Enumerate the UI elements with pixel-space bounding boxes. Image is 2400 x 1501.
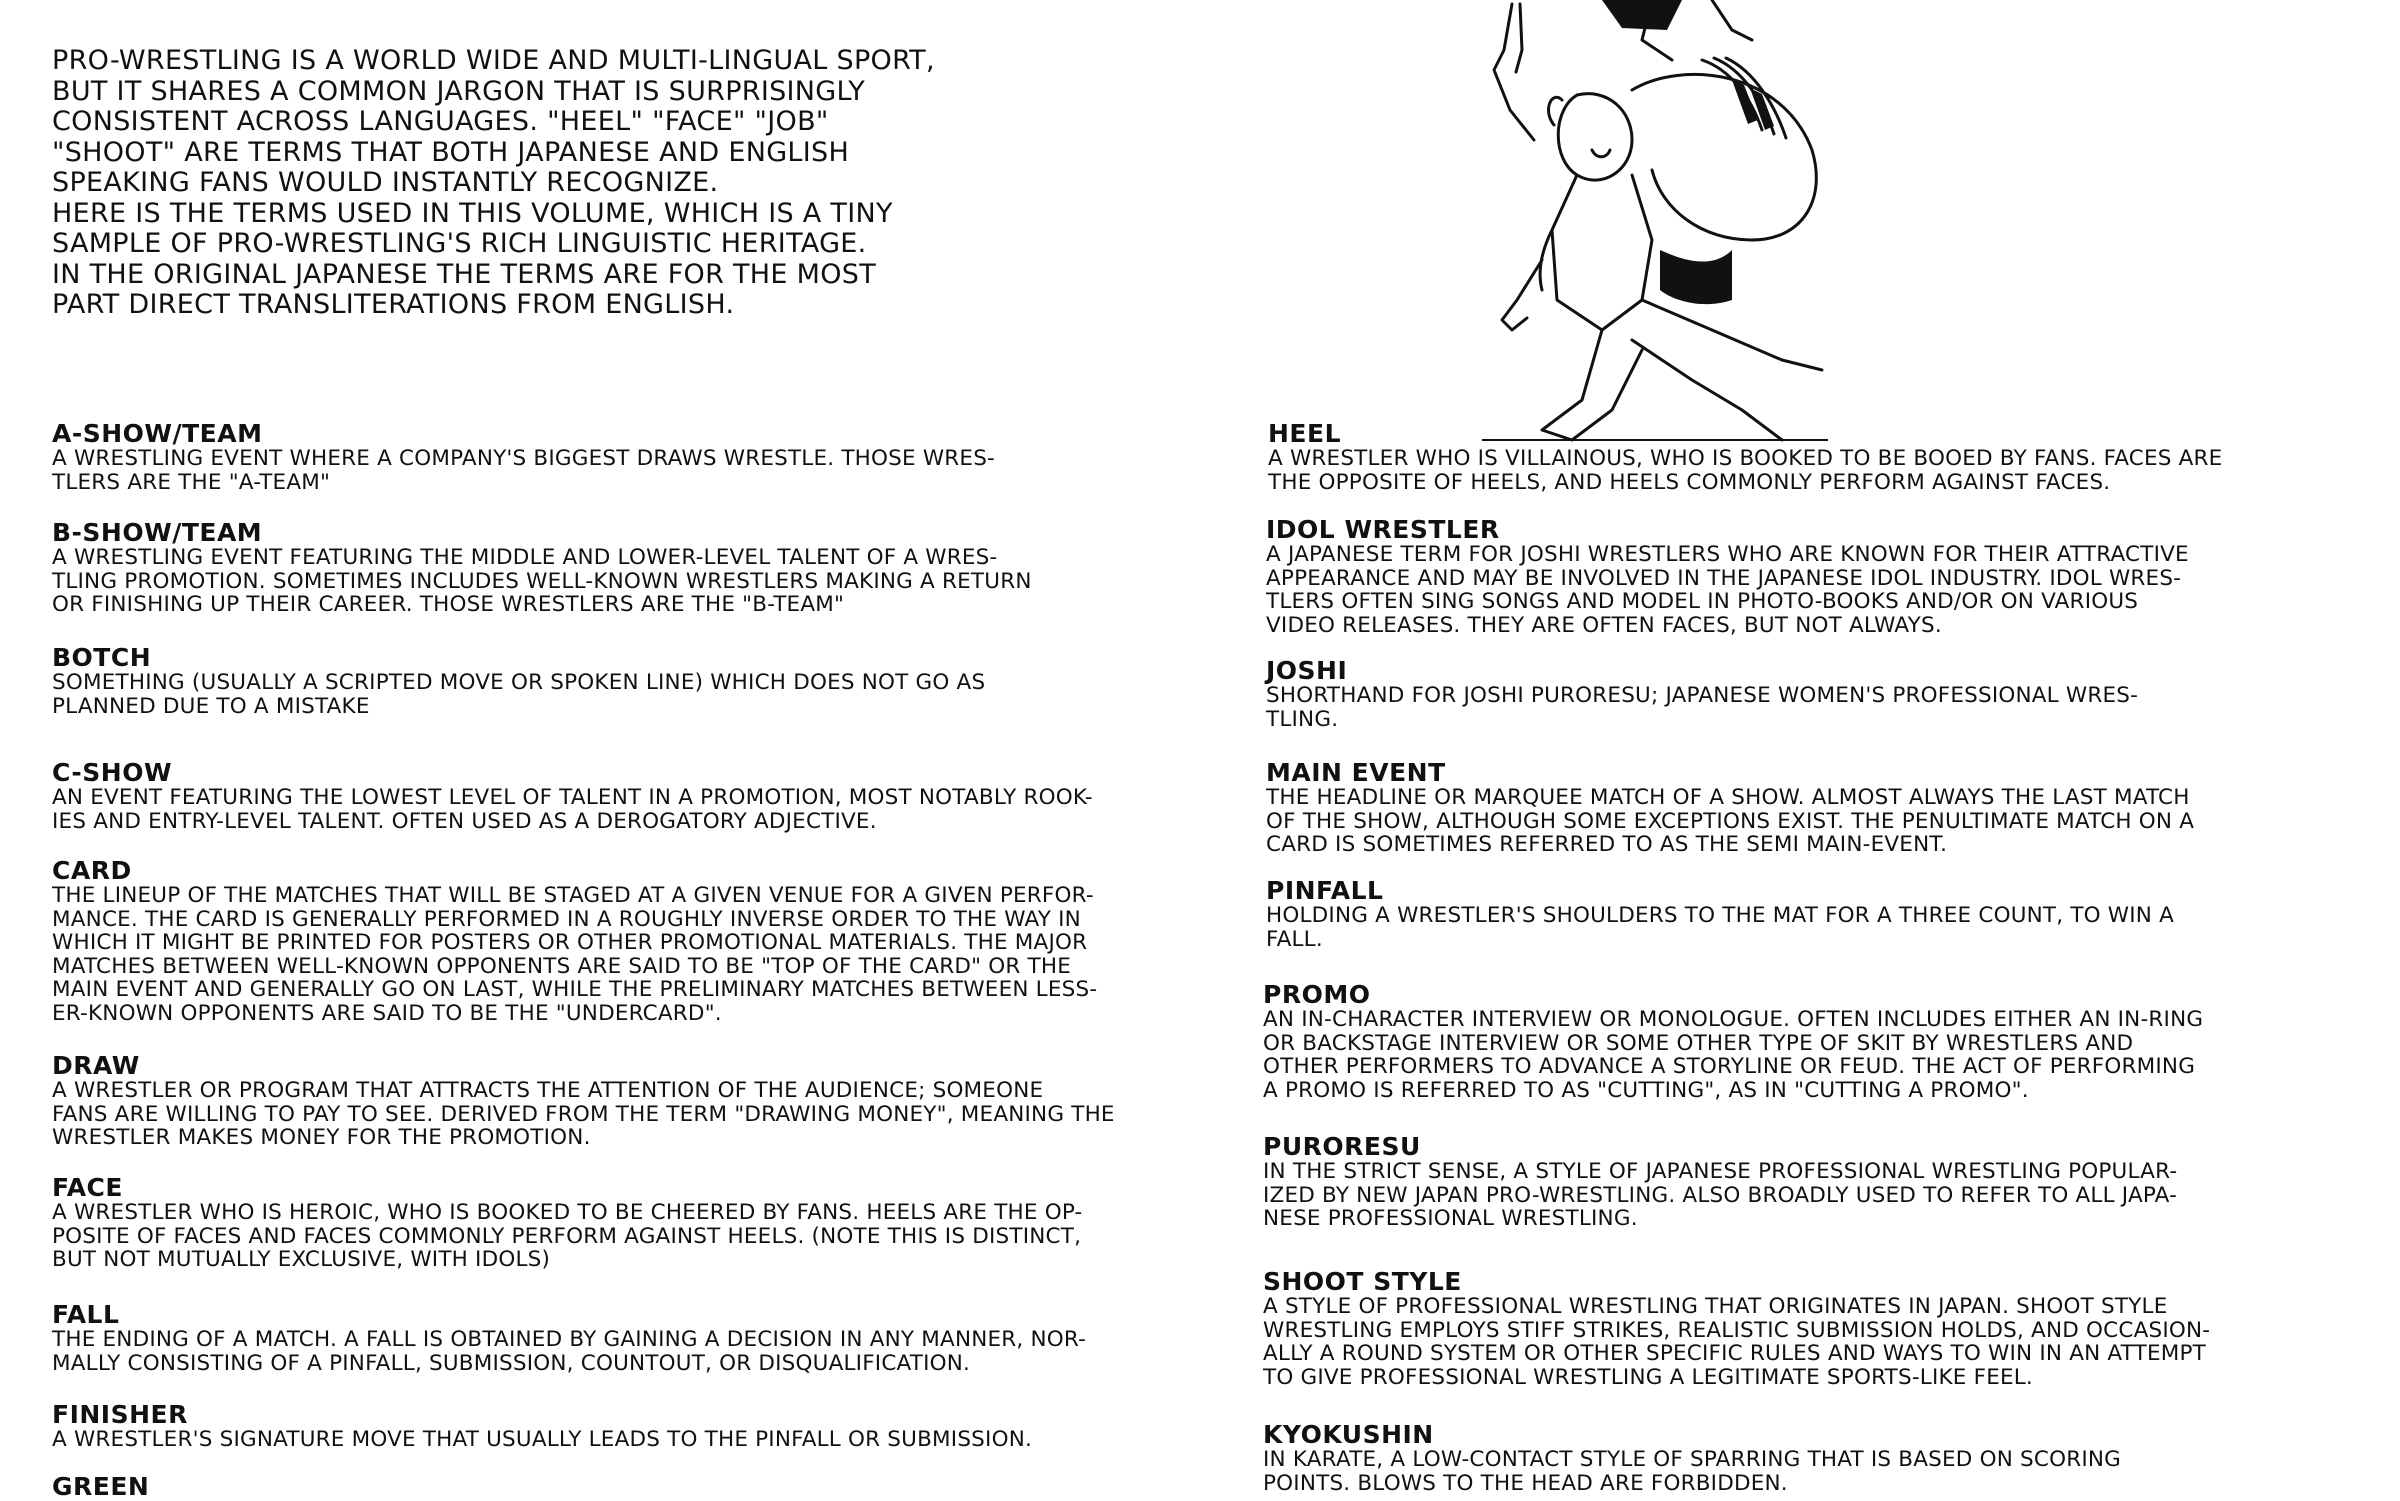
glossary-definition: WRESTLING EMPLOYS STIFF STRIKES, REALISTIC SUBMISSION HOLDS, AND OCCASION- — [1263, 1317, 2211, 1343]
glossary-definition: AN EVENT FEATURING THE LOWEST LEVEL OF TALENT IN A PROMOTION, MOST NOTABLY ROOK- — [52, 785, 1093, 810]
glossary-definition: SOMETHING (USUALLY A SCRIPTED MOVE OR SPOKEN LINE) WHICH DOES NOT GO AS — [52, 670, 986, 695]
glossary-definition: A WRESTLER OR PROGRAM THAT ATTRACTS THE ATTENTION OF THE AUDIENCE; SOMEONE — [52, 1078, 1044, 1103]
glossary-definition: A WRESTLER'S SIGNATURE MOVE THAT USUALLY LEADS TO THE PINFALL OR SUBMISSION. — [52, 1427, 1033, 1452]
glossary-entry — [52, 1474, 1232, 1500]
glossary-term: DRAW — [52, 1051, 140, 1080]
glossary-definition: VIDEO RELEASES. THEY ARE OFTEN FACES, BUT NOT ALWAYS. — [1266, 612, 1942, 638]
glossary-definition: POSITE OF FACES AND FACES COMMONLY PERFORM AGAINST HEELS. (NOTE THIS IS DISTINCT, — [52, 1223, 1082, 1249]
intro-line: IN THE ORIGINAL JAPANESE THE TERMS ARE FOR THE MOST — [52, 258, 877, 290]
glossary-entry — [52, 421, 1232, 494]
glossary-term: CARD — [52, 856, 132, 885]
glossary-term: SHOOT STYLE — [1263, 1267, 1462, 1296]
glossary-term: MAIN EVENT — [1266, 758, 1446, 787]
glossary-definition: OR FINISHING UP THEIR CAREER. THOSE WRESTLERS ARE THE "B-TEAM" — [52, 592, 845, 617]
glossary-entry — [52, 1302, 1232, 1375]
glossary-term: IDOL WRESTLER — [1266, 515, 1500, 544]
glossary-definition: A PROMO IS REFERRED TO AS "CUTTING", AS IN "CUTTING A PROMO". — [1263, 1077, 2029, 1103]
glossary-term: PROMO — [1263, 980, 1371, 1009]
intro-line: PART DIRECT TRANSLITERATIONS FROM ENGLISH. — [52, 289, 735, 320]
glossary-definition: FANS ARE WILLING TO PAY TO SEE. DERIVED FROM THE TERM "DRAWING MONEY", MEANING THE — [52, 1101, 1115, 1127]
glossary-definition: IN THE STRICT SENSE, A STYLE OF JAPANESE PROFESSIONAL WRESTLING POPULAR- — [1263, 1159, 2178, 1184]
intro-line: SPEAKING FANS WOULD INSTANTLY RECOGNIZE. — [52, 167, 719, 198]
glossary-term: KYOKUSHIN — [1263, 1420, 1434, 1449]
glossary-definition: WRESTLER MAKES MONEY FOR THE PROMOTION. — [52, 1125, 591, 1150]
intro-paragraph — [52, 46, 1052, 321]
glossary-definition: IZED BY NEW JAPAN PRO-WRESTLING. ALSO BROADLY USED TO REFER TO ALL JAPA- — [1263, 1182, 2178, 1208]
glossary-entry — [52, 1175, 1232, 1272]
wrestler-illustration — [1482, 0, 1828, 445]
glossary-definition: APPEARANCE AND MAY BE INVOLVED IN THE JAPANESE IDOL INDUSTRY. IDOL WRES- — [1266, 565, 2182, 591]
glossary-entry — [1266, 517, 2386, 637]
glossary-term: A-SHOW/TEAM — [52, 419, 263, 448]
glossary-definition: OTHER PERFORMERS TO ADVANCE A STORYLINE OR FEUD. THE ACT OF PERFORMING — [1263, 1054, 2196, 1079]
glossary-entry — [52, 520, 1232, 617]
glossary-definition: FALL. — [1266, 926, 1323, 952]
glossary-definition: NESE PROFESSIONAL WRESTLING. — [1263, 1206, 1638, 1231]
glossary-entry — [1266, 760, 2386, 857]
glossary-term: BOTCH — [52, 643, 152, 672]
glossary-entry — [52, 1402, 1232, 1452]
glossary-definition: THE OPPOSITE OF HEELS, AND HEELS COMMONLY PERFORM AGAINST FACES. — [1268, 469, 2111, 495]
glossary-term: FALL — [52, 1300, 120, 1329]
glossary-entry — [1266, 878, 2386, 951]
glossary-definition: HOLDING A WRESTLER'S SHOULDERS TO THE MAT FOR A THREE COUNT, TO WIN A — [1266, 903, 2175, 928]
glossary-definition: THE HEADLINE OR MARQUEE MATCH OF A SHOW. ALMOST ALWAYS THE LAST MATCH — [1266, 785, 2190, 810]
glossary-term: C-SHOW — [52, 758, 173, 787]
glossary-term: GREEN — [52, 1472, 150, 1501]
glossary-term: B-SHOW/TEAM — [52, 518, 263, 547]
glossary-definition: PLANNED DUE TO A MISTAKE — [52, 693, 370, 719]
glossary-definition: A JAPANESE TERM FOR JOSHI WRESTLERS WHO ARE KNOWN FOR THEIR ATTRACTIVE — [1266, 542, 2189, 567]
glossary-entry — [52, 760, 1232, 833]
glossary-definition: IN KARATE, A LOW-CONTACT STYLE OF SPARRING THAT IS BASED ON SCORING — [1263, 1447, 2122, 1472]
glossary-definition: THE ENDING OF A MATCH. A FALL IS OBTAINED BY GAINING A DECISION IN ANY MANNER, NOR- — [52, 1327, 1087, 1352]
glossary-term: HEEL — [1268, 419, 1342, 448]
glossary-definition: TLING. — [1266, 706, 1339, 732]
glossary-definition: AN IN-CHARACTER INTERVIEW OR MONOLOGUE. OFTEN INCLUDES EITHER AN IN-RING — [1263, 1007, 2204, 1032]
glossary-definition: A WRESTLING EVENT FEATURING THE MIDDLE AND LOWER-LEVEL TALENT OF A WRES- — [52, 545, 998, 570]
glossary-definition: WHICH IT MIGHT BE PRINTED FOR POSTERS OR OTHER PROMOTIONAL MATERIALS. THE MAJOR — [52, 930, 1088, 955]
glossary-definition: THE LINEUP OF THE MATCHES THAT WILL BE STAGED AT A GIVEN VENUE FOR A GIVEN PERFOR- — [52, 883, 1094, 908]
glossary-term: PURORESU — [1263, 1132, 1421, 1161]
glossary-entry — [52, 645, 1232, 718]
glossary-definition: MAIN EVENT AND GENERALLY GO ON LAST, WHILE THE PRELIMINARY MATCHES BETWEEN LESS- — [52, 977, 1098, 1002]
glossary-definition: MALLY CONSISTING OF A PINFALL, SUBMISSION, COUNTOUT, OR DISQUALIFICATION. — [52, 1350, 971, 1376]
glossary-entry — [1263, 1134, 2383, 1231]
glossary-definition: TO GIVE PROFESSIONAL WRESTLING A LEGITIMATE SPORTS-LIKE FEEL. — [1263, 1364, 2033, 1390]
glossary-entry — [1268, 421, 2388, 494]
glossary-entry — [52, 858, 1232, 1025]
intro-line: BUT IT SHARES A COMMON JARGON THAT IS SURPRISINGLY — [52, 75, 866, 107]
glossary-term: FACE — [52, 1173, 123, 1202]
glossary-entry — [52, 1053, 1232, 1150]
glossary-entry — [1266, 658, 2386, 731]
glossary-definition: A WRESTLING EVENT WHERE A COMPANY'S BIGGEST DRAWS WRESTLE. THOSE WRES- — [52, 446, 996, 471]
glossary-term: JOSHI — [1266, 656, 1348, 685]
glossary-definition: A WRESTLER WHO IS VILLAINOUS, WHO IS BOOKED TO BE BOOED BY FANS. FACES ARE — [1268, 446, 2223, 471]
glossary-definition: MANCE. THE CARD IS GENERALLY PERFORMED IN A ROUGHLY INVERSE ORDER TO THE WAY IN — [52, 906, 1081, 932]
glossary-definition: IES AND ENTRY-LEVEL TALENT. OFTEN USED AS A DEROGATORY ADJECTIVE. — [52, 808, 877, 834]
glossary-definition: ER-KNOWN OPPONENTS ARE SAID TO BE THE "UNDERCARD". — [52, 1000, 722, 1026]
glossary-entry — [1263, 1422, 2383, 1495]
intro-line: PRO-WRESTLING IS A WORLD WIDE AND MULTI-LINGUAL SPORT, — [52, 45, 935, 76]
glossary-definition: OR BACKSTAGE INTERVIEW OR SOME OTHER TYPE OF SKIT BY WRESTLERS AND — [1263, 1030, 2134, 1056]
glossary-definition: BUT NOT MUTUALLY EXCLUSIVE, WITH IDOLS) — [52, 1247, 551, 1272]
glossary-definition: A STYLE OF PROFESSIONAL WRESTLING THAT ORIGINATES IN JAPAN. SHOOT STYLE — [1263, 1294, 2168, 1319]
glossary-definition: TLERS ARE THE "A-TEAM" — [52, 469, 331, 495]
glossary-definition: TLERS OFTEN SING SONGS AND MODEL IN PHOTO-BOOKS AND/OR ON VARIOUS — [1266, 589, 2139, 614]
glossary-definition: OF THE SHOW, ALTHOUGH SOME EXCEPTIONS EXIST. THE PENULTIMATE MATCH ON A — [1266, 808, 2195, 834]
intro-line: CONSISTENT ACROSS LANGUAGES. "HEEL" "FACE" "JOB" — [52, 106, 829, 137]
intro-line: HERE IS THE TERMS USED IN THIS VOLUME, WHICH IS A TINY — [52, 197, 893, 229]
glossary-definition: MATCHES BETWEEN WELL-KNOWN OPPONENTS ARE SAID TO BE "TOP OF THE CARD" OR THE — [52, 953, 1072, 979]
glossary-definition: TLING PROMOTION. SOMETIMES INCLUDES WELL-KNOWN WRESTLERS MAKING A RETURN — [52, 568, 1032, 594]
glossary-term: PINFALL — [1266, 876, 1384, 905]
glossary-entry — [1263, 1269, 2383, 1389]
glossary-term: FINISHER — [52, 1400, 188, 1429]
glossary-entry — [1263, 982, 2383, 1102]
glossary-definition: A WRESTLER WHO IS HEROIC, WHO IS BOOKED TO BE CHEERED BY FANS. HEELS ARE THE OP- — [52, 1200, 1083, 1225]
glossary-definition: SHORTHAND FOR JOSHI PURORESU; JAPANESE WOMEN'S PROFESSIONAL WRES- — [1266, 683, 2139, 708]
intro-line: "SHOOT" ARE TERMS THAT BOTH JAPANESE AND ENGLISH — [52, 136, 850, 168]
intro-line: SAMPLE OF PRO-WRESTLING'S RICH LINGUISTIC HERITAGE. — [52, 228, 867, 259]
glossary-definition: ALLY A ROUND SYSTEM OR OTHER SPECIFIC RULES AND WAYS TO WIN IN AN ATTEMPT — [1263, 1341, 2206, 1366]
glossary-definition: POINTS. BLOWS TO THE HEAD ARE FORBIDDEN. — [1263, 1470, 1788, 1496]
glossary-definition: CARD IS SOMETIMES REFERRED TO AS THE SEMI MAIN-EVENT. — [1266, 832, 1948, 857]
